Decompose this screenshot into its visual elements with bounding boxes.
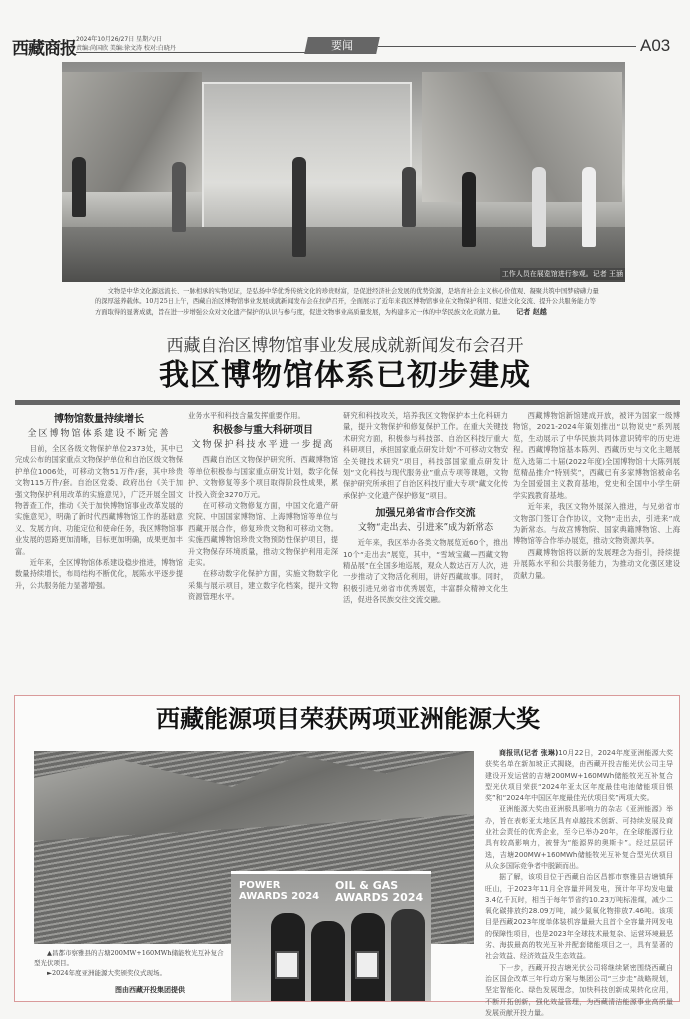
paragraph: 近年来，全区博物馆体系建设稳步推进，博物馆数量持续增长，布局结构不断优化，展陈水平逐步提升，公共服务能力显著增强。	[15, 558, 183, 590]
paragraph: 近年来，我区举办各类文物展览近60个，推出10个“走出去”展览，其中，“雪域宝藏—西藏文物精品展”在全国多地巡展，观众人数达百万人次，进一步推动了文物活化利用，讲好西藏故事。同时，积极引进兄弟省市优秀展览，丰富群众精神文化生活，促进各民族交往交流交融。	[343, 538, 508, 605]
byline: 商报讯(记者 张琳)	[499, 749, 559, 757]
story-subtitle: 西藏自治区博物馆事业发展成就新闻发布会召开	[166, 336, 524, 356]
visitor	[462, 172, 476, 247]
award-banner: OIL & GAS AWARDS 2024	[335, 879, 424, 904]
paragraph: 目前，全区各级文物保护单位2373处，其中已完成公布的国家重点文物保护单位和自治区级文物保护单位1006处，可移动文物51万件/套，其中珍贵文物115万件/套。自治区党委、政府出台《关于加强文物保护利用改革的实施意见》，广泛开展全国文物普查工作，推动《关于加快博物馆事业改革发展的实施意见》，明确了新时代西藏博物馆工作的基础意义、发展方向、功能定位和使命任务，我区博物馆事业发展的思路更加清晰，目标更加明确，成果更加丰富。	[15, 444, 183, 556]
page-number: A03	[640, 36, 671, 55]
date-line: 2024年10月26/27日 星期六/日	[76, 36, 163, 43]
paragraph: 近年来，我区文物外展深入推进，与兄弟省市文物部门签订合作协议，文物“走出去，引进来”成为新常态。与故宫博物院、国家典籍博物馆、上海博物馆等合作举办展览，推动文物资源共享。	[513, 502, 680, 546]
paragraph-text: 10月22日，2024年度亚洲能源大奖获奖名单在新加坡正式揭晓，由西藏开投吉能光伏公司主导建设开发运营的吉塘200MW+160MWh储能牧光互补复合型光伏项目荣获“2024年亚太区年度最佳电池储能项目银奖”和“2024年中国区年度最佳光伏项目奖”两项大奖。	[485, 749, 673, 803]
story-headline: 我区博物馆体系已初步建成	[159, 358, 531, 393]
visitor	[72, 157, 86, 217]
visitor	[582, 167, 596, 247]
paragraph: 亚洲能源大奖由亚洲极具影响力的杂志《亚洲能源》举办，旨在表彰亚太地区具有卓越技术创新、可持续发展及商业社会责任的优秀企业，至今已举办20年，在全球能源行业具有较高影响力，被誉为“能源界的奥斯卡”。经过层层评选，吉塘200MW+160MWh储能牧光互补复合型光伏项目从众多国际竞争者中脱颖而出。	[485, 805, 673, 870]
person	[391, 909, 425, 1001]
article-column	[513, 410, 680, 692]
visitor	[402, 167, 416, 227]
caption-line: ►2024年度亚洲能源大奖颁奖仪式现场。	[47, 969, 167, 977]
article-column	[343, 410, 508, 692]
caption-text: 文物是中华文化源远流长、一脉相承的实物见证，是弘扬中华优秀传统文化的珍贵财富，是促进经济社会发展的优势资源，是培育社会主义核心价值观、凝聚共筑中国梦磅礴力量的深厚滋养载体。10月25日上午，西藏自治区博物馆事业发展成就新闻发布会在拉萨召开，全面展示了近年来我区博物馆事业在文物保护利用、促进文化交流、提升公共服务能力等方面取得的显著成就，旨在进一步增强公众对文化遗产保护的认识与参与度，促进文物事业高质量发展，为构建多元一体的中华民族文化贡献力量。	[95, 288, 599, 316]
energy-article-box	[14, 695, 680, 1017]
photo-credit: 工作人员在展览馆进行参观。记者 王涵	[501, 270, 623, 278]
divider-bar	[15, 400, 680, 405]
story-headline: 西藏能源项目荣获两项亚洲能源大奖	[156, 705, 540, 733]
paragraph: 西藏博物馆将以新的发展理念为指引，持续提升展陈水平和公共服务能力，为推动文化强区建设贡献力量。	[513, 547, 680, 580]
section-heading: 博物馆数量持续增长	[54, 414, 144, 425]
paragraph: 据了解，该项目位于西藏自治区昌都市察雅县吉塘镇拜旺山，于2023年11月全容量并网发电，预计年平均发电量3.4亿千瓦时，相当于每年节省约10.23万吨标准煤，减少二氧化碳排放约28.09万吨，减少氮氧化物排放7.46吨。该项目是西藏2023年度单体装机容量最大且首个全容量并网发电的保障性项目，也是2023年全球技术最复杂、运营环境最恶劣、海拔最高的牧光互补并配套储能项目之一，具有显著的社会效益、经济效益及生态效益。	[485, 873, 673, 961]
caption-line: ▲昌都市察雅县的吉塘200MW+160MWh储能牧光互补复合型光伏项目。	[34, 949, 224, 967]
article-column	[15, 410, 183, 692]
header-rule	[378, 46, 636, 47]
paragraph: 业务水平和科技含量发挥重要作用。	[188, 411, 305, 420]
photo-source: 图由西藏开投集团提供	[115, 986, 185, 994]
paragraph	[485, 748, 673, 804]
certificate	[355, 951, 379, 979]
visitor	[172, 162, 186, 232]
issue-meta	[76, 35, 176, 53]
photo-caption	[34, 948, 224, 978]
section-subheading: 文物保护科技水平进一步提高	[191, 440, 335, 451]
person	[311, 921, 345, 1001]
award-banner: POWER AWARDS 2024	[239, 880, 320, 902]
visitor	[532, 167, 546, 247]
display-case	[202, 82, 412, 232]
award-ceremony-photo	[231, 871, 431, 1001]
paragraph: 下一步，西藏开投吉塘光伏公司将继续紧密围绕西藏自治区国企改革三年行动方案与集团公司“三步走”战略规划，坚定智能化、绿色发展理念，加快科技创新成果转化应用，不断开拓创新，强化效益管理，为西藏清洁能源事业高质量发展贡献开投力量。	[485, 963, 673, 1017]
section-subheading: 文物“走出去、引进来”成为新常态	[357, 523, 494, 534]
paragraph: 在移动数字化保护方面，实施文物数字化采集与展示项目，建立数字化档案，提升文物资源管理水平。	[188, 569, 338, 602]
article-column	[188, 410, 338, 692]
paragraph: 西藏博物馆新馆建成开放，被评为国家一级博物馆，2021-2024年策划推出“以物说史”系列展览，生动展示了中华民族共同体意识铸牢的历史进程。西藏博物馆基本陈列、西藏历史与文化主题展览入选第二十届(2022年度)全国博物馆十大陈列展览精品推介“特别奖”，西藏已有多家博物馆被命名为全国爱国主义教育基地，党史和全国中小学生研学实践教育基地。	[513, 411, 680, 500]
section-tab	[304, 37, 380, 54]
caption-author: 记者 赵越	[516, 307, 547, 316]
paragraph: 在可移动文物修复方面，中国文化遗产研究院、中国国家博物馆、上海博物馆等单位与西藏开展合作，修复珍贵文物和可移动文物。实施西藏博物馆珍贵文物预防性保护项目，提升文物保存环境质量，推动文物保护利用走深走实。	[188, 501, 338, 568]
section-heading: 积极参与重大科研项目	[213, 425, 313, 437]
certificate	[275, 951, 299, 979]
article-column	[485, 748, 673, 1017]
museum-photo	[62, 62, 625, 282]
visitor	[292, 157, 306, 257]
paragraph: 研究和科技攻关，培养我区文物保护本土化科研力量，提升文物保护和修复保护工作。在重大关键技术研究方面，积极参与科技部、自治区科技厅重大科研项目，承担国家重点研发计划“不可移动文物安全关键技术研究”项目，科技部国家重点研发计划“文化科技与现代服务业”重点专项等课题，文物保护研究所承担了自治区科技厅重大专项“藏文化传承保护·文化遗产保护修复”项目。	[343, 411, 508, 500]
paragraph: 西藏自治区文物保护研究所、西藏博物馆等单位积极参与国家重点研发计划，数字化保护、文物修复等多个项目取得阶段性成果，累计投入资金3270万元。	[188, 455, 338, 499]
header-rule	[76, 52, 306, 53]
mountains	[34, 751, 474, 841]
staff-line: 责编:尚国欣 美编:徐文涛 校对:白晓丹	[76, 45, 176, 52]
section-heading: 加强兄弟省市合作交流	[375, 508, 476, 520]
photo-caption	[95, 287, 600, 318]
section-subheading: 全区博物馆体系建设不断完善	[27, 429, 171, 439]
section-label: 要闻	[331, 39, 353, 52]
masthead-logo: 西藏商报	[12, 39, 76, 59]
